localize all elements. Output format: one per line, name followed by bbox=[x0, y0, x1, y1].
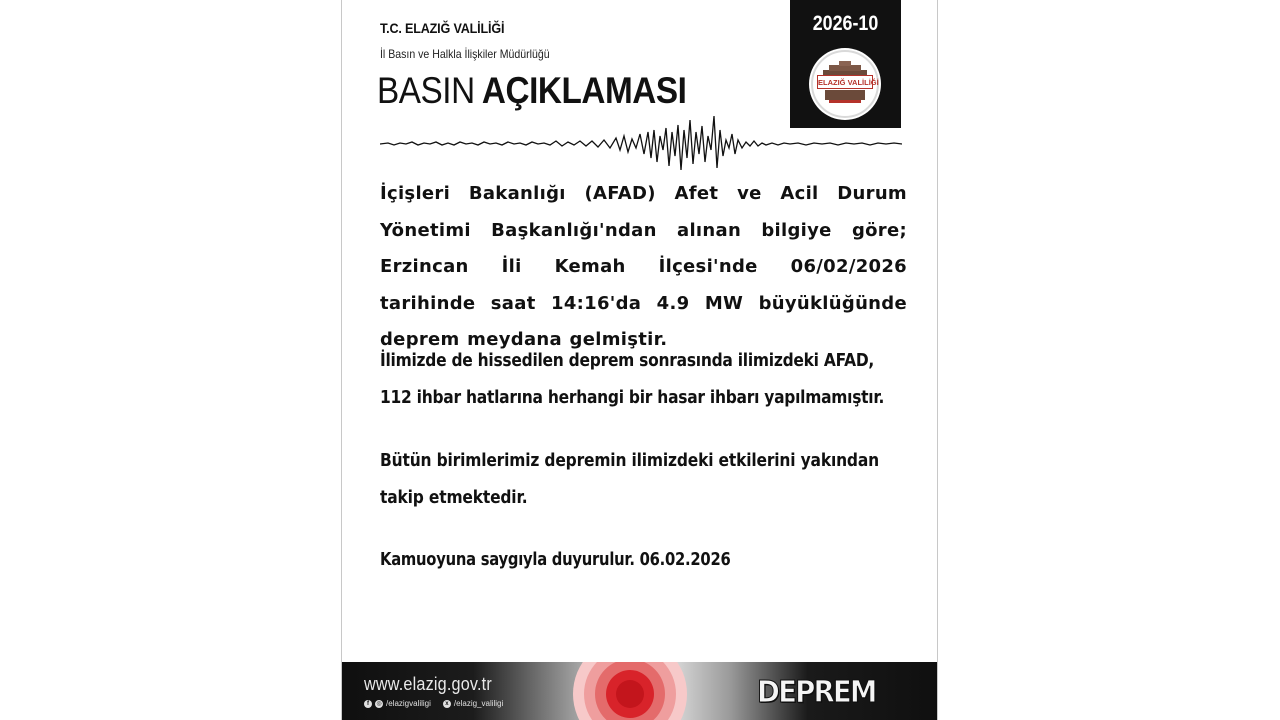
header-organization: T.C. ELAZIĞ VALİLİĞİ bbox=[380, 20, 505, 36]
deprem-brand-text: DEPREM bbox=[757, 675, 876, 710]
instagram-icon[interactable]: ◎ bbox=[376, 700, 382, 707]
body-paragraph-1: İçişleri Bakanlığı (AFAD) Afet ve Acil Durum Yönetimi Başkanlığı'ndan alınan bilgiye göre; Erzincan İli Kemah İlçesi'nde 06/02/2026 tarihinde saat 14:16'da 4.9 MW büyüklüğünde deprem meydana gelmiştir. bbox=[380, 183, 907, 350]
facebook-icon[interactable]: f bbox=[364, 700, 372, 708]
seal-label: ELAZIĞ VALİLİĞİ bbox=[817, 75, 873, 89]
press-release-title bbox=[377, 70, 686, 112]
release-number: 2026-10 bbox=[812, 12, 879, 35]
title-bold-part: AÇIKLAMASI bbox=[481, 70, 687, 111]
header-department: İl Basın ve Halkla İlişkiler Müdürlüğü bbox=[380, 47, 550, 61]
social-handle-1[interactable]: /elazigvaliligi bbox=[386, 699, 431, 708]
body-paragraph-3: Bütün birimlerimiz depremin ilimizdeki etkilerini yakından takip etmektedir. bbox=[380, 450, 879, 508]
governorship-seal-logo bbox=[809, 48, 881, 120]
title-light-part: BASIN bbox=[377, 70, 475, 111]
footer-banner bbox=[342, 662, 938, 720]
website-link[interactable]: www.elazig.gov.tr bbox=[364, 674, 492, 694]
x-twitter-icon[interactable]: x bbox=[443, 700, 451, 708]
social-handles bbox=[364, 699, 503, 708]
social-handle-2[interactable]: /elazig_valiligi bbox=[453, 699, 504, 708]
press-release-document bbox=[341, 0, 938, 720]
closing-line: Kamuoyuna saygıyla duyurulur. 06.02.2026 bbox=[380, 549, 731, 570]
earthquake-rings-icon bbox=[573, 662, 687, 720]
body-paragraph-2: İlimizde de hissedilen deprem sonrasında ilimizdeki AFAD, 112 ihbar hatlarına herhangi bir hasar ihbarı yapılmamıştır. bbox=[380, 350, 885, 408]
release-number-badge bbox=[790, 0, 901, 128]
